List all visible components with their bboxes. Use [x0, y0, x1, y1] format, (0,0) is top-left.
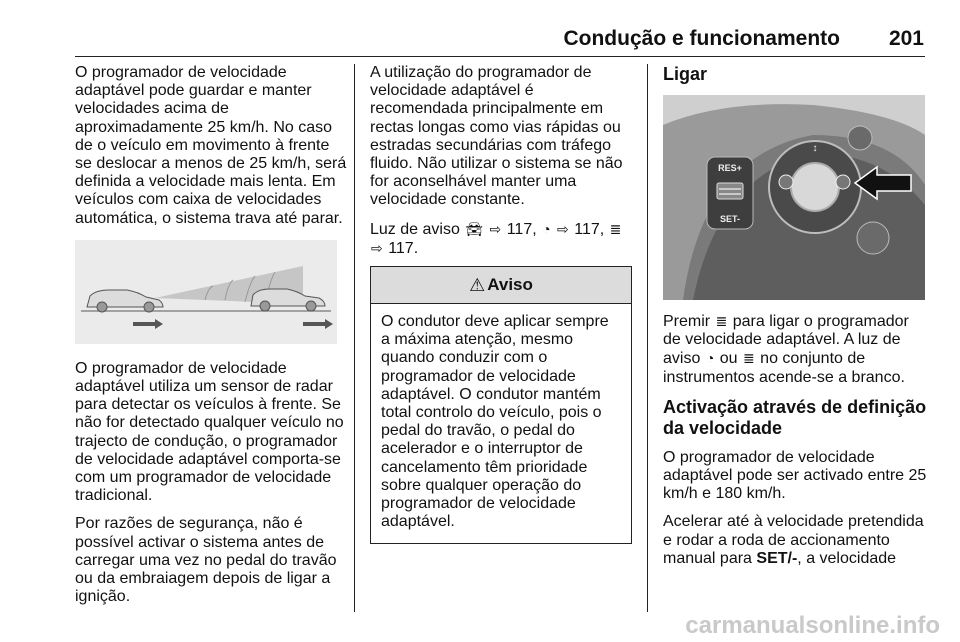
warning-lights-label: Luz de aviso	[370, 220, 460, 238]
column-3	[663, 64, 928, 578]
page-reference-arrow-icon: ⇨	[557, 220, 569, 237]
adaptive-cruise-button-icon	[836, 175, 850, 189]
warning-lights-line	[370, 220, 634, 258]
switch-on-text-d: no conjunto de instrumentos acende-se a branco.	[663, 350, 905, 386]
set-minus-control-label: SET/-	[756, 549, 798, 567]
page-number: 201	[888, 27, 924, 50]
steering-wheel-controls-image	[663, 95, 925, 300]
adaptive-cruise-icon: ≣	[742, 350, 755, 367]
header-rule	[75, 56, 925, 57]
speedometer-icon: ◔	[705, 350, 715, 367]
switch-on-text-c: ou	[719, 350, 738, 368]
watermark: carmanualsonline.info	[685, 612, 940, 639]
accelerate-text-b: , a velocidade	[797, 549, 897, 567]
warning-text: O condutor deve aplicar sempre a máxima atenção, mesmo quando conduzir com o programador de velocidade adaptável. O condutor mantém total controlo do veículo, pois o pedal do travão, o pedal do acelerador e o interruptor de cancelamento têm prioridade sobre qualquer operação do programador de velocidade adaptável.	[381, 313, 609, 531]
warning-header	[371, 267, 631, 304]
paragraph-usage: A utilização do programador de velocidade adaptável é recomendada principalmente em rectas longas como vias rápidas ou estradas secundárias com tráfego fluido. Não utilizar o sistema se não for aconselhável manter uma velocidade constante.	[370, 64, 623, 209]
adaptive-cruise-icon: ≣	[609, 220, 622, 237]
car-front-icon: 🚘︎	[465, 220, 484, 237]
switch-on-text-a: Premir	[663, 313, 711, 330]
page-ref-1[interactable]: 117,	[506, 220, 537, 238]
column-divider-2	[647, 64, 648, 612]
page-header-title: Condução e funcionamento	[563, 27, 840, 50]
adaptive-cruise-icon: ≣	[715, 313, 728, 329]
paragraph-accelerate	[663, 513, 928, 568]
section-heading-ligar: Ligar	[663, 64, 708, 84]
warning-triangle-icon: ⚠︎	[469, 274, 486, 295]
paragraph-safety: Por razões de segurança, não é possível activar o sistema antes de carregar uma vez no pedal do travão ou da embraiagem depois de ligar a ignição.	[75, 515, 337, 606]
column-divider-1	[354, 64, 355, 612]
warning-box	[370, 266, 632, 544]
paragraph-speed-range: O programador de velocidade adaptável pode guardar e manter velocidades acima de aproximadamente 25 km/h. No caso de o veículo em movimento à frente se deslocar a menos de 25 km/h, será definida a velocidade mais lenta. Em veículos com caixa de velocidades automática, o sistema trava até parar.	[75, 64, 347, 227]
radar-illustration	[75, 240, 337, 344]
page-ref-2[interactable]: 117,	[574, 220, 605, 238]
paragraph-switch-on	[663, 312, 928, 387]
page-reference-arrow-icon: ⇨	[489, 220, 502, 237]
res-plus-label: RES+	[718, 163, 742, 173]
svg-text:↕: ↕	[812, 143, 818, 154]
warning-title: Aviso	[487, 274, 533, 294]
column-2	[370, 64, 634, 544]
page-reference-arrow-icon: ⇨	[371, 239, 383, 256]
speedometer-icon: ◔	[542, 220, 551, 237]
switch-on-text-b: para ligar o programador de velocidade adaptável. A luz de aviso	[663, 313, 909, 368]
section-heading-activation: Activação através de definição da velocidade	[663, 396, 927, 438]
page-ref-3[interactable]: 117.	[388, 239, 419, 257]
set-minus-label: SET-	[719, 214, 741, 224]
paragraph-speed-activation: O programador de velocidade adaptável pode ser activado entre 25 km/h e 180 km/h.	[663, 448, 927, 503]
column-1	[75, 64, 347, 616]
paragraph-radar: O programador de velocidade adaptável utiliza um sensor de radar para detectar os veículos à frente. Se não for detectado qualquer veículo no trajecto de condução, o programador de velocidade adaptável comporta-se com um programador de velocidade tradicional.	[75, 359, 344, 505]
accelerate-text-a: Acelerar até à velocidade pretendida e rodar a roda de accionamento manual para	[663, 513, 924, 567]
